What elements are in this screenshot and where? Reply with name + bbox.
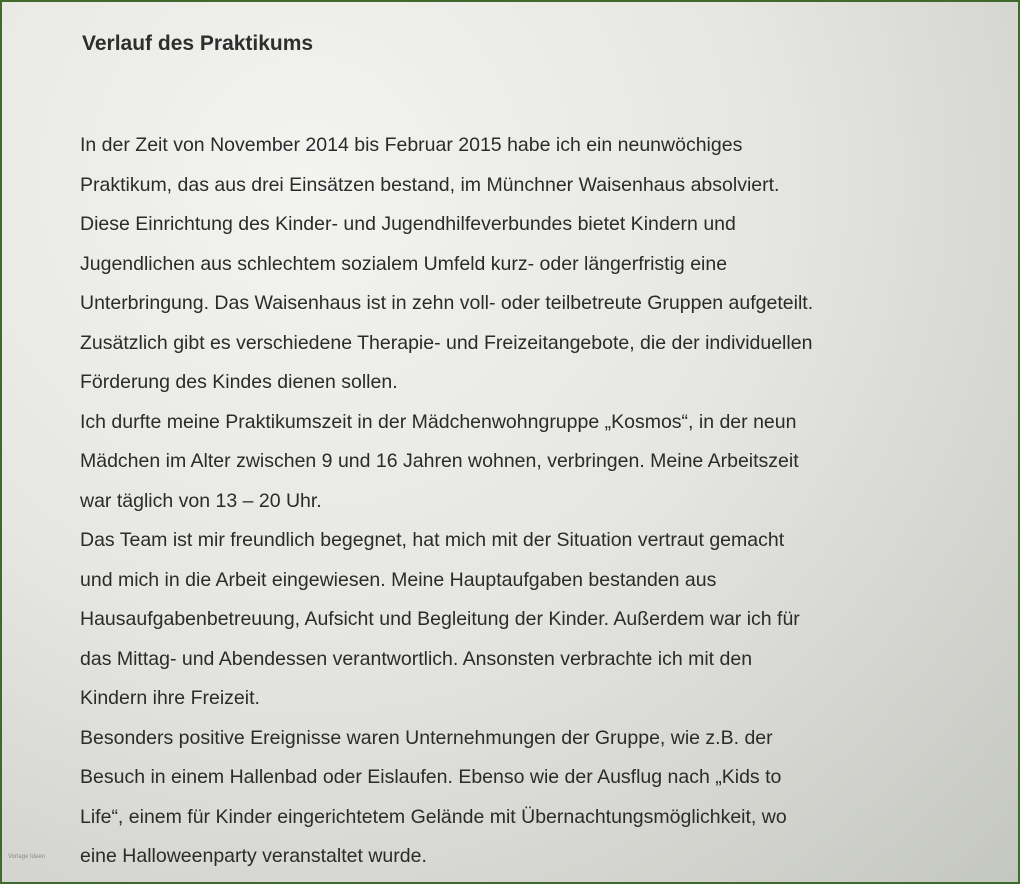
body-line: Life“, einem für Kinder eingerichtetem Gelände mit Übernachtungsmöglichkeit, wo [80, 805, 787, 828]
body-line: Besonders positive Ereignisse waren Unternehmungen der Gruppe, wie z.B. der [80, 726, 773, 749]
document-page [2, 2, 1018, 882]
body-line: Jugendlichen aus schlechtem sozialem Umfeld kurz- oder längerfristig eine [80, 252, 728, 275]
body-line: das Mittag- und Abendessen verantwortlich. Ansonsten verbrachte ich mit den [80, 647, 753, 670]
body-line: und mich in die Arbeit eingewiesen. Meine Hauptaufgaben bestanden aus [80, 568, 717, 591]
body-line: war täglich von 13 – 20 Uhr. [80, 489, 322, 512]
body-line: Praktikum, das aus drei Einsätzen bestand, im Münchner Waisenhaus absolviert. [80, 173, 780, 196]
body-line: Das Team ist mir freundlich begegnet, hat mich mit der Situation vertraut gemacht [80, 529, 785, 551]
body-line: Förderung des Kindes dienen sollen. [80, 371, 398, 393]
body-line: Hausaufgabenbetreuung, Aufsicht und Begleitung der Kinder. Außerdem war ich für [80, 608, 800, 630]
body-line: Mädchen im Alter zwischen 9 und 16 Jahren wohnen, verbringen. Meine Arbeitszeit [80, 450, 799, 472]
body-line: In der Zeit von November 2014 bis Februar 2015 habe ich ein neunwöchiges [80, 134, 743, 156]
document-body [80, 126, 980, 877]
body-line: Diese Einrichtung des Kinder- und Jugendhilfeverbundes bietet Kindern und [80, 213, 736, 235]
body-line: Ich durfte meine Praktikumszeit in der Mädchenwohngruppe „Kosmos“, in der neun [80, 410, 797, 433]
document-title: Verlauf des Praktikums [82, 32, 314, 55]
body-line: eine Halloweenparty veranstaltet wurde. [80, 845, 427, 867]
body-line: Zusätzlich gibt es verschiedene Therapie- und Freizeitangebote, die der individuellen [80, 331, 813, 354]
body-line: Unterbringung. Das Waisenhaus ist in zehn voll- oder teilbetreute Gruppen aufgeteilt. [80, 292, 814, 314]
body-line: Kindern ihre Freizeit. [80, 687, 260, 709]
watermark-text: Vorlage Ideen [8, 854, 46, 860]
body-line: Besuch in einem Hallenbad oder Eislaufen. Ebenso wie der Ausflug nach „Kids to [80, 766, 782, 788]
